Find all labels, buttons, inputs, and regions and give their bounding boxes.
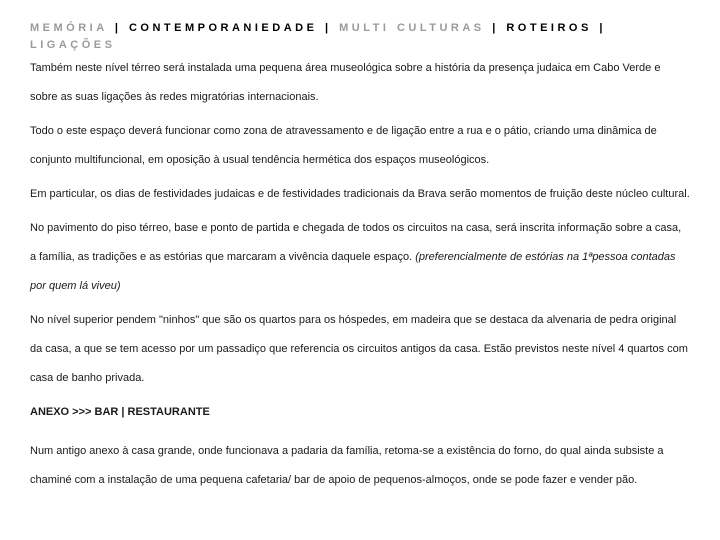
paragraph xyxy=(30,180,690,209)
text-run: Também neste nível térreo será instalada uma pequena área museológica sobre a história da presença judaica em Cabo Verde e sobre as suas ligações às redes migratórias internacionais. xyxy=(30,62,661,103)
title-separator: | xyxy=(599,22,606,34)
title-theme-roteiros: ROTEIROS xyxy=(506,22,592,34)
text-run: ANEXO >>> BAR | RESTAURANTE xyxy=(30,406,210,418)
title-separator: | xyxy=(324,22,332,34)
text-run: Em particular, os dias de festividades judaicas e de festividades tradicionais da Brava serão momentos de fruição deste núcleo cultural. xyxy=(30,188,690,200)
text-run: Num antigo anexo à casa grande, onde funcionava a padaria da família, retoma-se a existência do forno, do qual ainda subsiste a chaminé com a instalação de uma pequena cafetaria/ bar de apoio de pequenos-almoços, onde se pode fazer e vender pão. xyxy=(30,445,664,486)
document-body xyxy=(30,54,690,495)
paragraph xyxy=(30,54,690,112)
title-theme-multi-culturas: MULTI CULTURAS xyxy=(339,22,485,34)
title-separator: | xyxy=(114,22,122,34)
paragraph xyxy=(30,437,690,495)
title-theme-contemporaniedade: CONTEMPORANIEDADE xyxy=(128,22,318,34)
text-run: No pavimento do piso térreo, base e ponto de partida e chegada de todos os circuitos na casa, será inscrita informação sobre a casa, a família, as tradições e as estórias que marcaram a vivência daquele espaço. xyxy=(30,222,682,263)
title-theme-memoria: MEMÓRIA xyxy=(30,22,108,34)
text-run: Todo o este espaço deverá funcionar como zona de atravessamento e de ligação entre a rua e o pátio, criando uma dinâmica de conjunto multifuncional, em oposição à usual tendência hermética dos espaços museológicos. xyxy=(30,125,657,166)
italic-note: (preferencialmente de estórias na 1ªpessoa contadas por quem lá viveu) xyxy=(30,251,676,292)
document-title-themes xyxy=(30,20,650,54)
section-heading xyxy=(30,398,690,427)
paragraph xyxy=(30,214,690,301)
paragraph xyxy=(30,306,690,393)
title-theme-ligacoes: LIGAÇÕES xyxy=(30,39,116,51)
text-run: No nível superior pendem "ninhos" que são os quartos para os hóspedes, em madeira que se destaca da alvenaria de pedra original da casa, a que se tem acesso por um passadiço que referencia os circuitos antigos da casa. Estão previstos neste nível 4 quartos com casa de banho privada. xyxy=(30,314,688,384)
title-separator: | xyxy=(492,22,499,34)
paragraph xyxy=(30,117,690,175)
